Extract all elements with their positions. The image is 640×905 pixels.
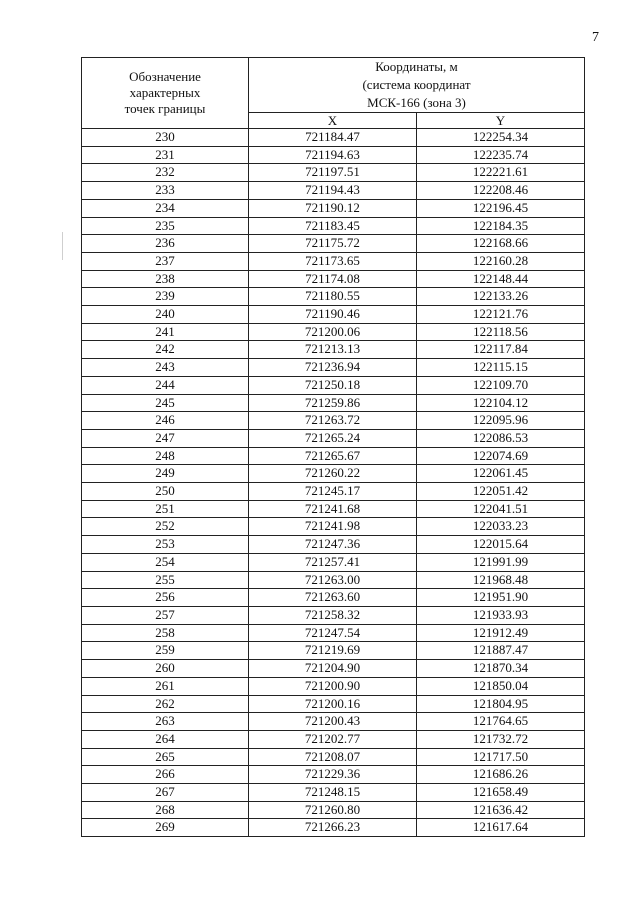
y-coordinate-cell: 121968.48 bbox=[417, 571, 585, 589]
x-coordinate-cell: 721200.06 bbox=[249, 323, 417, 341]
y-coordinate-cell: 121991.99 bbox=[417, 553, 585, 571]
x-coordinate-cell: 721245.17 bbox=[249, 483, 417, 501]
y-coordinate-cell: 122095.96 bbox=[417, 412, 585, 430]
point-number-cell: 246 bbox=[82, 412, 249, 430]
y-coordinate-cell: 122168.66 bbox=[417, 235, 585, 253]
table-row bbox=[82, 713, 585, 731]
table-row bbox=[82, 129, 585, 147]
y-coordinate-cell: 122208.46 bbox=[417, 182, 585, 200]
point-header-line-2: характерных bbox=[129, 85, 201, 100]
point-number-cell: 252 bbox=[82, 518, 249, 536]
x-coordinate-cell: 721260.22 bbox=[249, 465, 417, 483]
table-row bbox=[82, 483, 585, 501]
point-number-cell: 256 bbox=[82, 589, 249, 607]
y-coordinate-cell: 121933.93 bbox=[417, 606, 585, 624]
table-row bbox=[82, 412, 585, 430]
x-coordinate-cell: 721202.77 bbox=[249, 730, 417, 748]
table-row bbox=[82, 429, 585, 447]
x-coordinate-cell: 721259.86 bbox=[249, 394, 417, 412]
y-coordinate-cell: 122041.51 bbox=[417, 500, 585, 518]
coords-header-line-3: МСК-166 (зона 3) bbox=[367, 95, 466, 110]
table-row bbox=[82, 589, 585, 607]
y-coordinate-cell: 122117.84 bbox=[417, 341, 585, 359]
x-coordinate-cell: 721194.43 bbox=[249, 182, 417, 200]
point-number-cell: 242 bbox=[82, 341, 249, 359]
x-coordinate-cell: 721266.23 bbox=[249, 819, 417, 837]
x-coordinate-cell: 721265.67 bbox=[249, 447, 417, 465]
point-number-cell: 254 bbox=[82, 553, 249, 571]
y-coordinate-cell: 122033.23 bbox=[417, 518, 585, 536]
y-coordinate-cell: 121636.42 bbox=[417, 801, 585, 819]
x-coordinate-cell: 721174.08 bbox=[249, 270, 417, 288]
coordinates-table-body bbox=[82, 129, 585, 837]
x-coordinate-cell: 721248.15 bbox=[249, 784, 417, 802]
table-row bbox=[82, 199, 585, 217]
y-coordinate-cell: 122061.45 bbox=[417, 465, 585, 483]
x-coordinate-cell: 721200.16 bbox=[249, 695, 417, 713]
x-coordinate-cell: 721180.55 bbox=[249, 288, 417, 306]
coords-header-line-2: (система координат bbox=[362, 77, 471, 92]
table-row bbox=[82, 447, 585, 465]
x-coordinate-cell: 721194.63 bbox=[249, 146, 417, 164]
y-coordinate-cell: 122115.15 bbox=[417, 359, 585, 377]
x-coordinate-cell: 721247.54 bbox=[249, 624, 417, 642]
table-row bbox=[82, 642, 585, 660]
y-coordinate-cell: 121870.34 bbox=[417, 660, 585, 678]
point-number-cell: 250 bbox=[82, 483, 249, 501]
table-row bbox=[82, 235, 585, 253]
table-row bbox=[82, 164, 585, 182]
table-row bbox=[82, 146, 585, 164]
x-coordinate-cell: 721183.45 bbox=[249, 217, 417, 235]
table-row bbox=[82, 819, 585, 837]
table-row bbox=[82, 766, 585, 784]
y-coordinate-cell: 122196.45 bbox=[417, 199, 585, 217]
y-coordinate-cell: 122015.64 bbox=[417, 536, 585, 554]
x-coordinate-cell: 721241.68 bbox=[249, 500, 417, 518]
point-number-cell: 234 bbox=[82, 199, 249, 217]
point-header-line-3: точек границы bbox=[124, 101, 206, 116]
table-row bbox=[82, 394, 585, 412]
table-row bbox=[82, 500, 585, 518]
y-coordinate-cell: 122086.53 bbox=[417, 429, 585, 447]
y-coordinate-cell: 122254.34 bbox=[417, 129, 585, 147]
point-number-cell: 267 bbox=[82, 784, 249, 802]
x-coordinate-cell: 721208.07 bbox=[249, 748, 417, 766]
table-row bbox=[82, 518, 585, 536]
y-coordinate-cell: 121658.49 bbox=[417, 784, 585, 802]
y-coordinate-cell: 121686.26 bbox=[417, 766, 585, 784]
table-row bbox=[82, 624, 585, 642]
point-number-cell: 240 bbox=[82, 306, 249, 324]
table-row bbox=[82, 465, 585, 483]
table-row bbox=[82, 359, 585, 377]
table-header-row bbox=[82, 58, 585, 113]
x-coordinate-cell: 721175.72 bbox=[249, 235, 417, 253]
point-number-cell: 248 bbox=[82, 447, 249, 465]
table-row bbox=[82, 182, 585, 200]
x-coordinate-cell: 721263.72 bbox=[249, 412, 417, 430]
point-number-cell: 231 bbox=[82, 146, 249, 164]
point-number-cell: 241 bbox=[82, 323, 249, 341]
point-number-cell: 243 bbox=[82, 359, 249, 377]
x-coordinate-cell: 721219.69 bbox=[249, 642, 417, 660]
table-row bbox=[82, 341, 585, 359]
x-coordinate-cell: 721263.00 bbox=[249, 571, 417, 589]
point-number-cell: 255 bbox=[82, 571, 249, 589]
x-coordinate-cell: 721213.13 bbox=[249, 341, 417, 359]
x-coordinate-cell: 721241.98 bbox=[249, 518, 417, 536]
point-number-cell: 233 bbox=[82, 182, 249, 200]
y-coordinate-cell: 122118.56 bbox=[417, 323, 585, 341]
x-coordinate-cell: 721197.51 bbox=[249, 164, 417, 182]
y-coordinate-cell: 121951.90 bbox=[417, 589, 585, 607]
x-coordinate-cell: 721257.41 bbox=[249, 553, 417, 571]
table-row bbox=[82, 217, 585, 235]
point-number-cell: 259 bbox=[82, 642, 249, 660]
point-number-cell: 237 bbox=[82, 252, 249, 270]
point-number-cell: 238 bbox=[82, 270, 249, 288]
y-coordinate-cell: 122133.26 bbox=[417, 288, 585, 306]
x-coordinate-cell: 721236.94 bbox=[249, 359, 417, 377]
y-coordinate-cell: 122160.28 bbox=[417, 252, 585, 270]
x-coordinate-cell: 721190.12 bbox=[249, 199, 417, 217]
point-number-cell: 230 bbox=[82, 129, 249, 147]
y-coordinate-cell: 121617.64 bbox=[417, 819, 585, 837]
y-coordinate-cell: 122184.35 bbox=[417, 217, 585, 235]
point-number-cell: 265 bbox=[82, 748, 249, 766]
y-coordinate-cell: 121912.49 bbox=[417, 624, 585, 642]
coordinates-table bbox=[81, 57, 585, 837]
x-coordinate-cell: 721263.60 bbox=[249, 589, 417, 607]
point-designation-header bbox=[82, 58, 249, 129]
table-row bbox=[82, 695, 585, 713]
x-coordinate-cell: 721247.36 bbox=[249, 536, 417, 554]
y-coordinate-cell: 121732.72 bbox=[417, 730, 585, 748]
y-coordinate-cell: 121764.65 bbox=[417, 713, 585, 731]
y-coordinate-cell: 121850.04 bbox=[417, 677, 585, 695]
point-number-cell: 268 bbox=[82, 801, 249, 819]
table-row bbox=[82, 606, 585, 624]
x-coordinate-cell: 721265.24 bbox=[249, 429, 417, 447]
x-coordinate-cell: 721250.18 bbox=[249, 376, 417, 394]
point-number-cell: 262 bbox=[82, 695, 249, 713]
y-coordinate-cell: 122104.12 bbox=[417, 394, 585, 412]
point-header-line-1: Обозначение bbox=[129, 69, 201, 84]
y-coordinate-cell: 122221.61 bbox=[417, 164, 585, 182]
table-row bbox=[82, 376, 585, 394]
table-row bbox=[82, 553, 585, 571]
point-number-cell: 244 bbox=[82, 376, 249, 394]
point-number-cell: 249 bbox=[82, 465, 249, 483]
x-coordinate-cell: 721173.65 bbox=[249, 252, 417, 270]
page-number: 7 bbox=[592, 30, 599, 45]
coordinates-header bbox=[249, 58, 585, 113]
point-number-cell: 264 bbox=[82, 730, 249, 748]
margin-mark bbox=[62, 232, 63, 260]
point-number-cell: 251 bbox=[82, 500, 249, 518]
table-row bbox=[82, 677, 585, 695]
table-row bbox=[82, 801, 585, 819]
y-column-header: Y bbox=[417, 113, 585, 129]
table-row bbox=[82, 270, 585, 288]
y-coordinate-cell: 122121.76 bbox=[417, 306, 585, 324]
x-coordinate-cell: 721260.80 bbox=[249, 801, 417, 819]
point-number-cell: 269 bbox=[82, 819, 249, 837]
x-coordinate-cell: 721200.43 bbox=[249, 713, 417, 731]
x-column-header: X bbox=[249, 113, 417, 129]
point-number-cell: 260 bbox=[82, 660, 249, 678]
y-coordinate-cell: 122074.69 bbox=[417, 447, 585, 465]
point-number-cell: 239 bbox=[82, 288, 249, 306]
y-coordinate-cell: 121717.50 bbox=[417, 748, 585, 766]
table-row bbox=[82, 252, 585, 270]
point-number-cell: 247 bbox=[82, 429, 249, 447]
table-row bbox=[82, 306, 585, 324]
coords-header-line-1: Координаты, м bbox=[375, 59, 458, 74]
y-coordinate-cell: 122148.44 bbox=[417, 270, 585, 288]
point-number-cell: 232 bbox=[82, 164, 249, 182]
point-number-cell: 245 bbox=[82, 394, 249, 412]
x-coordinate-cell: 721184.47 bbox=[249, 129, 417, 147]
table-row bbox=[82, 730, 585, 748]
point-number-cell: 257 bbox=[82, 606, 249, 624]
y-coordinate-cell: 122109.70 bbox=[417, 376, 585, 394]
point-number-cell: 261 bbox=[82, 677, 249, 695]
y-coordinate-cell: 121887.47 bbox=[417, 642, 585, 660]
x-coordinate-cell: 721200.90 bbox=[249, 677, 417, 695]
table-row bbox=[82, 288, 585, 306]
x-coordinate-cell: 721204.90 bbox=[249, 660, 417, 678]
y-coordinate-cell: 122051.42 bbox=[417, 483, 585, 501]
point-number-cell: 253 bbox=[82, 536, 249, 554]
point-number-cell: 235 bbox=[82, 217, 249, 235]
y-coordinate-cell: 121804.95 bbox=[417, 695, 585, 713]
x-coordinate-cell: 721258.32 bbox=[249, 606, 417, 624]
table-row bbox=[82, 784, 585, 802]
point-number-cell: 263 bbox=[82, 713, 249, 731]
table-row bbox=[82, 536, 585, 554]
point-number-cell: 258 bbox=[82, 624, 249, 642]
point-number-cell: 236 bbox=[82, 235, 249, 253]
table-row bbox=[82, 748, 585, 766]
table-row bbox=[82, 323, 585, 341]
x-coordinate-cell: 721229.36 bbox=[249, 766, 417, 784]
table-row bbox=[82, 571, 585, 589]
table-row bbox=[82, 660, 585, 678]
y-coordinate-cell: 122235.74 bbox=[417, 146, 585, 164]
x-coordinate-cell: 721190.46 bbox=[249, 306, 417, 324]
point-number-cell: 266 bbox=[82, 766, 249, 784]
